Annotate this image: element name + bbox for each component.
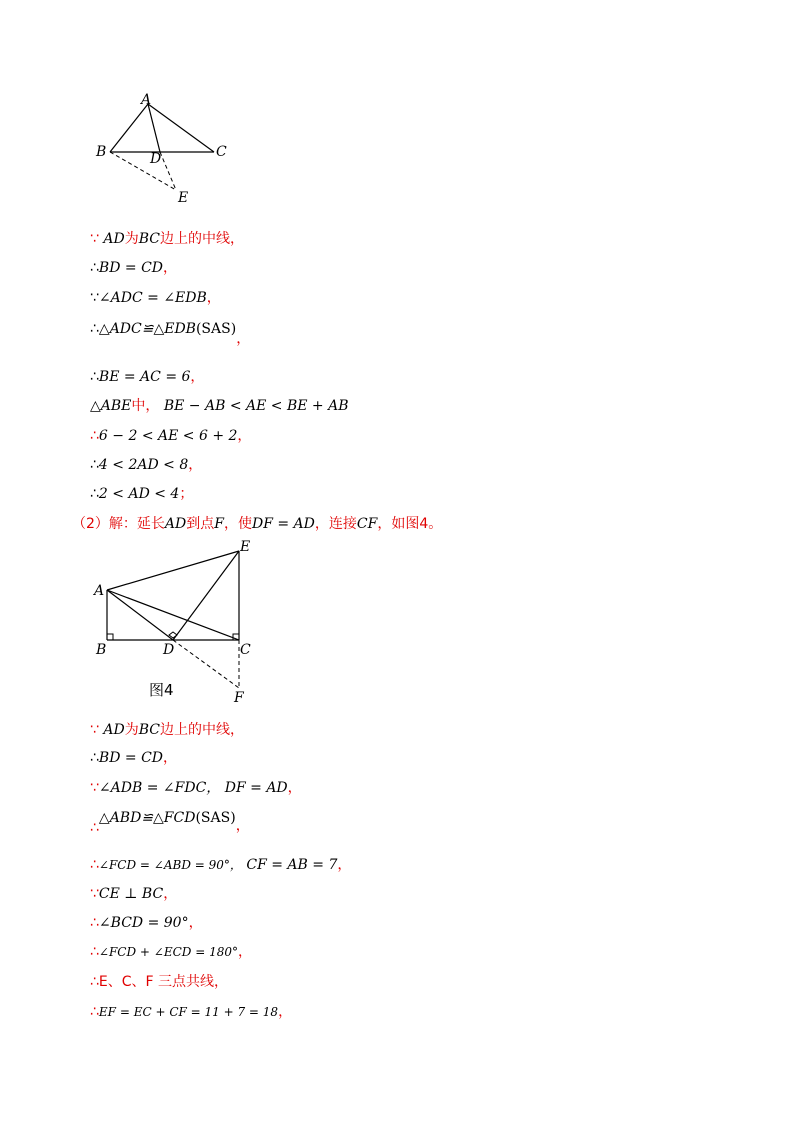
label-c: C [216, 144, 227, 160]
p2-line-1: ∵ AD为BC边上的中线， [90, 722, 244, 738]
segment-df-dashed [173, 640, 239, 688]
label-b: B [96, 144, 107, 160]
label-b: B [96, 642, 107, 658]
label-e: E [240, 539, 251, 555]
segment-ae [107, 551, 239, 590]
p2-line-8: ∴∠FCD + ∠ECD = 180°， [90, 944, 252, 960]
segment-de [173, 551, 239, 640]
p1-line-3: ∵∠ADC = ∠EDB， [90, 290, 221, 306]
p1-line-8: ∴4 < 2AD < 8， [90, 457, 203, 473]
label-d: D [150, 151, 162, 167]
p2-line-2: ∴BD = CD， [90, 750, 178, 766]
p2-line-5: ∴∠FCD = ∠ABD = 90°， CF = AB = 7， [90, 857, 352, 873]
segment-ab [110, 104, 148, 152]
label-c: C [240, 642, 251, 658]
figure-triangle-abc [90, 88, 240, 213]
right-angle-b [107, 634, 113, 640]
label-e: E [178, 190, 189, 206]
p2-line-9: ∴E、C、F 三点共线， [90, 974, 229, 990]
figure-4-quadrilateral [90, 538, 270, 708]
figure-4-caption: 图4 [149, 681, 174, 699]
p1-line-9: ∴2 < AD < 4； [90, 486, 194, 502]
segment-be-dashed [110, 152, 176, 190]
p2-line-3: ∵∠ADB = ∠FDC， DF = AD， [90, 780, 302, 796]
p2-line-6: ∵CE ⊥ BC， [90, 886, 178, 902]
label-d: D [163, 642, 175, 658]
segment-ad [107, 590, 173, 640]
label-a: A [94, 583, 105, 599]
label-f: F [234, 690, 244, 706]
p2-line-10: ∴EF = EC + CF = 11 + 7 = 18， [90, 1004, 293, 1020]
p1-line-7: ∴6 − 2 < AE < 6 + 2， [90, 428, 252, 444]
p1-line-5: ∴BE = AC = 6， [90, 369, 205, 385]
p1-line-6: △ABE中， BE − AB < AE < BE + AB [90, 398, 349, 414]
p1-line-4: ∴△ADC≌△EDB(SAS)， [90, 321, 251, 347]
p2-line-4: ∴△ABD≌△FCD(SAS)， [90, 810, 250, 836]
p1-line-1: ∵ AD为BC边上的中线， [90, 231, 244, 247]
segment-de-dashed [160, 152, 176, 190]
p2-line-7: ∴∠BCD = 90°， [90, 915, 203, 931]
p1-line-2: ∴BD = CD， [90, 260, 178, 276]
label-a: A [141, 92, 152, 108]
part2-header: （2）解：延长AD到点F，使DF = AD，连接CF，如图4。 [72, 516, 443, 532]
